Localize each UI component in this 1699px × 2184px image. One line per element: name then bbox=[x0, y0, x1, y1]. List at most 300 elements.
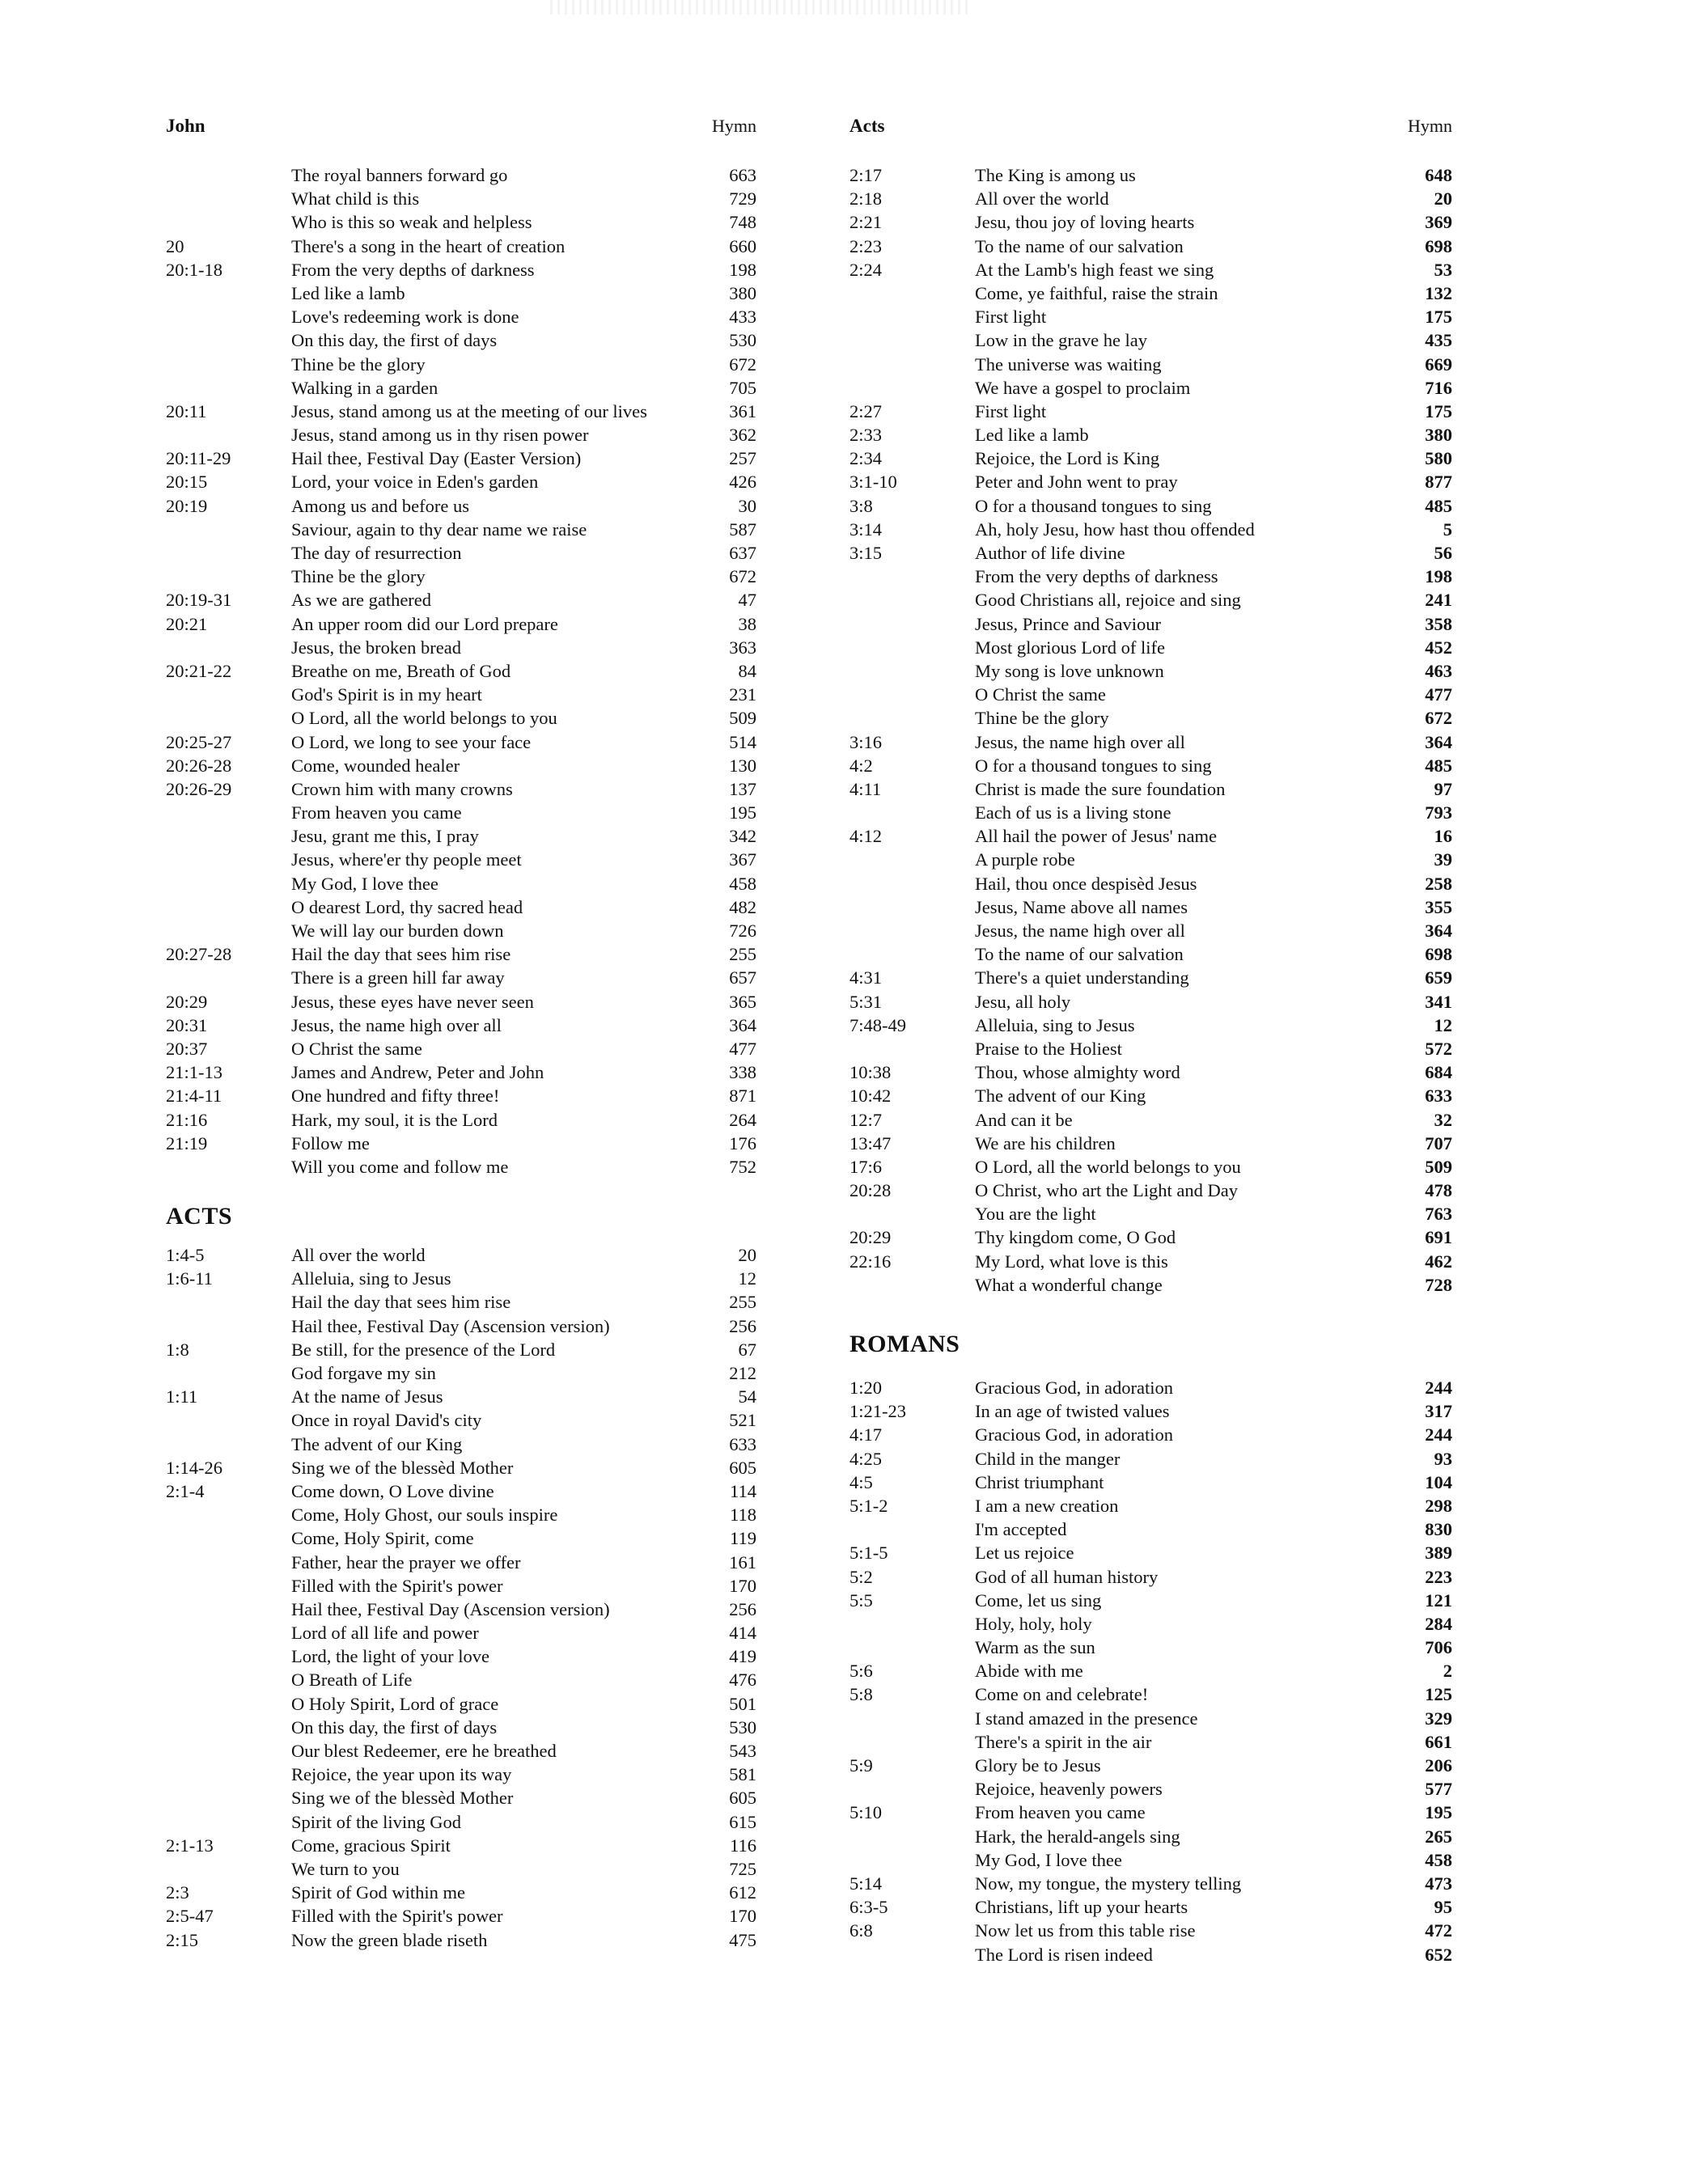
scripture-reference: 5:6 bbox=[850, 1661, 873, 1682]
hymn-number: 125 bbox=[1425, 1684, 1452, 1705]
hymn-number: 698 bbox=[1425, 944, 1452, 965]
hymn-number: 509 bbox=[1425, 1156, 1452, 1177]
hymn-number: 20 bbox=[738, 1245, 756, 1266]
hymn-title: O Christ the same bbox=[975, 684, 1106, 705]
hymn-title: Spirit of the living God bbox=[291, 1811, 461, 1832]
scripture-reference: 4:31 bbox=[850, 967, 883, 988]
hymn-title: Now let us from this table rise bbox=[975, 1920, 1196, 1941]
index-entry bbox=[850, 1084, 1452, 1107]
index-entry bbox=[850, 1919, 1452, 1942]
scripture-reference: 4:12 bbox=[850, 826, 883, 847]
hymn-number: 514 bbox=[729, 731, 756, 752]
index-entry bbox=[166, 659, 781, 683]
hymn-number: 342 bbox=[729, 826, 756, 847]
scripture-reference: 12:7 bbox=[850, 1109, 883, 1130]
hymn-number: 256 bbox=[729, 1598, 756, 1619]
right-index-rows bbox=[850, 163, 1452, 1966]
hymn-number: 605 bbox=[729, 1788, 756, 1809]
hymn-number: 317 bbox=[1425, 1401, 1452, 1422]
hymn-number: 206 bbox=[1425, 1755, 1452, 1776]
scripture-reference: 20:26-28 bbox=[166, 755, 232, 776]
hymn-number: 580 bbox=[1425, 448, 1452, 469]
hymn-number: 176 bbox=[729, 1132, 756, 1153]
hymn-number: 477 bbox=[729, 1038, 756, 1059]
index-entry bbox=[850, 1754, 1452, 1777]
index-entry bbox=[166, 305, 781, 328]
hymn-number: 195 bbox=[1425, 1802, 1452, 1823]
index-entry bbox=[850, 612, 1452, 636]
hymn-title: Jesu, grant me this, I pray bbox=[291, 826, 479, 847]
index-entry bbox=[166, 942, 781, 966]
scripture-reference: 2:23 bbox=[850, 235, 883, 256]
hymn-number: 67 bbox=[738, 1339, 756, 1360]
hymn-title: Alleluia, sing to Jesus bbox=[291, 1268, 451, 1289]
hymn-title: Rejoice, the year upon its way bbox=[291, 1764, 512, 1785]
index-entry bbox=[166, 1037, 781, 1060]
index-entry bbox=[850, 518, 1452, 541]
hymn-title: Come, Holy Spirit, come bbox=[291, 1528, 474, 1549]
index-entry bbox=[850, 919, 1452, 942]
hymn-number: 485 bbox=[1425, 755, 1452, 776]
index-entry bbox=[166, 447, 781, 470]
index-entry bbox=[850, 942, 1452, 966]
hymn-number: 728 bbox=[1425, 1274, 1452, 1295]
hymn-number: 256 bbox=[729, 1315, 756, 1336]
index-entry bbox=[850, 400, 1452, 423]
hymn-number: 365 bbox=[729, 991, 756, 1012]
hymn-number: 361 bbox=[729, 400, 756, 421]
hymn-number: 458 bbox=[1425, 1849, 1452, 1870]
index-entry bbox=[166, 494, 781, 518]
hymn-number: 705 bbox=[729, 377, 756, 398]
hymn-number: 726 bbox=[729, 921, 756, 941]
scripture-reference: 2:21 bbox=[850, 212, 883, 233]
hymn-title: Abide with me bbox=[975, 1661, 1083, 1682]
hymn-title: My God, I love thee bbox=[975, 1849, 1122, 1870]
index-entry bbox=[166, 1385, 781, 1408]
hymn-title: Sing we of the blessèd Mother bbox=[291, 1788, 514, 1809]
hymn-number: 716 bbox=[1425, 377, 1452, 398]
hymn-title: Lord, the light of your love bbox=[291, 1646, 489, 1667]
index-entry bbox=[166, 1621, 781, 1644]
index-entry bbox=[850, 1108, 1452, 1132]
hymn-title: Thine be the glory bbox=[291, 353, 426, 375]
scripture-reference: 2:17 bbox=[850, 165, 883, 185]
scripture-reference: 7:48-49 bbox=[850, 1014, 906, 1035]
hymn-title: Peter and John went to pray bbox=[975, 472, 1178, 493]
scripture-reference: 10:38 bbox=[850, 1062, 892, 1083]
scripture-reference: 20:27-28 bbox=[166, 944, 232, 965]
index-entry bbox=[166, 1108, 781, 1132]
index-entry bbox=[850, 1872, 1452, 1895]
hymn-title: Thine be the glory bbox=[291, 566, 426, 587]
scripture-reference: 20:28 bbox=[850, 1180, 892, 1201]
hymn-number: 84 bbox=[738, 660, 756, 681]
hymn-title: The universe was waiting bbox=[975, 353, 1162, 375]
hymn-title: Warm as the sun bbox=[975, 1637, 1095, 1658]
right-column-header bbox=[850, 109, 1452, 154]
scripture-reference: 3:8 bbox=[850, 495, 873, 516]
hymn-title: Sing we of the blessèd Mother bbox=[291, 1457, 514, 1478]
hymn-title: Come, wounded healer bbox=[291, 755, 460, 776]
hymn-title: O Breath of Life bbox=[291, 1670, 413, 1691]
index-entry bbox=[166, 1014, 781, 1037]
hymn-title: A purple robe bbox=[975, 849, 1075, 870]
hymn-number: 707 bbox=[1425, 1132, 1452, 1153]
hymn-number: 426 bbox=[729, 472, 756, 493]
hymn-title: Who is this so weak and helpless bbox=[291, 212, 532, 233]
hymn-number: 95 bbox=[1434, 1897, 1452, 1918]
hymn-title: Ah, holy Jesu, how hast thou offended bbox=[975, 518, 1255, 540]
hymn-title: Hail thee, Festival Day (Easter Version) bbox=[291, 448, 582, 469]
hymn-title: O Christ, who art the Light and Day bbox=[975, 1180, 1238, 1201]
hymn-title: Thy kingdom come, O God bbox=[975, 1227, 1176, 1248]
hymn-number: 20 bbox=[1434, 188, 1452, 210]
hymn-title: Low in the grave he lay bbox=[975, 330, 1148, 351]
scripture-reference: 2:15 bbox=[166, 1929, 199, 1950]
hymn-title: Thine be the glory bbox=[975, 708, 1109, 729]
index-entry bbox=[166, 1267, 781, 1290]
index-entry bbox=[850, 1517, 1452, 1541]
hymn-number: 241 bbox=[1425, 590, 1452, 611]
hymn-title: One hundred and fifty three! bbox=[291, 1086, 500, 1107]
hymn-number: 706 bbox=[1425, 1637, 1452, 1658]
index-entry bbox=[850, 1399, 1452, 1423]
index-entry bbox=[166, 1243, 781, 1267]
index-entry bbox=[166, 565, 781, 588]
hymn-number: 501 bbox=[729, 1693, 756, 1714]
hymn-title: Be still, for the presence of the Lord bbox=[291, 1339, 556, 1360]
hymn-number: 587 bbox=[729, 518, 756, 540]
hymn-title: Praise to the Holiest bbox=[975, 1038, 1122, 1059]
hymn-title: Led like a lamb bbox=[291, 282, 405, 303]
index-entry bbox=[850, 1777, 1452, 1801]
hymn-title: Filled with the Spirit's power bbox=[291, 1906, 503, 1927]
hymn-number: 691 bbox=[1425, 1227, 1452, 1248]
hymn-number: 355 bbox=[1425, 896, 1452, 917]
hymn-title: And can it be bbox=[975, 1109, 1073, 1130]
index-entry bbox=[166, 1598, 781, 1621]
index-entry bbox=[166, 919, 781, 942]
scripture-reference: 4:17 bbox=[850, 1424, 883, 1445]
running-head-book: Acts bbox=[850, 116, 885, 136]
hymn-title: O Lord, all the world belongs to you bbox=[975, 1156, 1241, 1177]
index-entry bbox=[850, 1801, 1452, 1824]
hymn-title: An upper room did our Lord prepare bbox=[291, 613, 558, 634]
hymn-title: What child is this bbox=[291, 188, 420, 210]
hymn-number: 53 bbox=[1434, 259, 1452, 280]
hymn-number: 12 bbox=[738, 1268, 756, 1289]
hymn-number: 752 bbox=[729, 1156, 756, 1177]
index-entry bbox=[166, 1786, 781, 1809]
hymn-title: Hark, my soul, it is the Lord bbox=[291, 1109, 498, 1130]
hymn-title: All hail the power of Jesus' name bbox=[975, 826, 1217, 847]
hymn-title: Spirit of God within me bbox=[291, 1882, 465, 1903]
hymn-title: Jesus, where'er thy people meet bbox=[291, 849, 522, 870]
hymn-title: From the very depths of darkness bbox=[291, 259, 535, 280]
index-entry bbox=[166, 210, 781, 234]
hymn-number: 793 bbox=[1425, 802, 1452, 823]
index-entry bbox=[850, 588, 1452, 612]
running-head-hymn: Hymn bbox=[712, 116, 756, 136]
hymn-number: 871 bbox=[729, 1086, 756, 1107]
hymn-title: Jesu, all holy bbox=[975, 991, 1071, 1012]
hymn-number: 612 bbox=[729, 1882, 756, 1903]
index-entry bbox=[850, 777, 1452, 801]
hymn-number: 231 bbox=[729, 684, 756, 705]
index-entry bbox=[166, 777, 781, 801]
hymn-title: Hail thee, Festival Day (Ascension version) bbox=[291, 1598, 610, 1619]
scripture-reference: 1:20 bbox=[850, 1378, 883, 1398]
hymn-number: 729 bbox=[729, 188, 756, 210]
scripture-reference: 5:14 bbox=[850, 1873, 883, 1894]
hymn-title: We are his children bbox=[975, 1132, 1116, 1153]
hymn-number: 195 bbox=[729, 802, 756, 823]
hymn-number: 615 bbox=[729, 1811, 756, 1832]
hymn-number: 56 bbox=[1434, 543, 1452, 563]
scripture-reference: 6:3-5 bbox=[850, 1897, 888, 1918]
hymn-number: 284 bbox=[1425, 1613, 1452, 1634]
index-entry bbox=[166, 1503, 781, 1526]
scripture-reference: 2:34 bbox=[850, 448, 883, 469]
index-entry bbox=[166, 1881, 781, 1904]
hymn-title: All over the world bbox=[291, 1245, 426, 1266]
scripture-reference: 20:29 bbox=[166, 991, 208, 1012]
index-entry bbox=[166, 1644, 781, 1668]
hymn-title: There's a spirit in the air bbox=[975, 1731, 1152, 1752]
hymn-title: Jesus, stand among us at the meeting of our lives bbox=[291, 400, 647, 421]
scripture-reference: 2:3 bbox=[166, 1882, 189, 1903]
hymn-title: The King is among us bbox=[975, 165, 1136, 185]
hymn-title: At the name of Jesus bbox=[291, 1386, 443, 1407]
index-entry bbox=[166, 966, 781, 989]
scripture-reference: 20:15 bbox=[166, 472, 208, 493]
scripture-reference: 20:25-27 bbox=[166, 731, 232, 752]
index-entry bbox=[166, 636, 781, 659]
index-entry bbox=[850, 1943, 1452, 1966]
scripture-reference: 3:14 bbox=[850, 518, 883, 540]
hymn-title: Christ is made the sure foundation bbox=[975, 778, 1226, 799]
hymn-title: Jesus, stand among us in thy risen power bbox=[291, 425, 589, 446]
index-entry bbox=[850, 281, 1452, 305]
hymn-number: 367 bbox=[729, 849, 756, 870]
hymn-title: Christians, lift up your hearts bbox=[975, 1897, 1188, 1918]
index-entry bbox=[850, 966, 1452, 989]
index-entry bbox=[850, 494, 1452, 518]
scripture-reference: 17:6 bbox=[850, 1156, 883, 1177]
hymn-number: 698 bbox=[1425, 235, 1452, 256]
scripture-reference: 20:19-31 bbox=[166, 590, 232, 611]
hymn-number: 97 bbox=[1434, 778, 1452, 799]
hymn-title: Jesus, these eyes have never seen bbox=[291, 991, 534, 1012]
index-entry bbox=[166, 1904, 781, 1928]
index-entry bbox=[166, 400, 781, 423]
hymn-title: Filled with the Spirit's power bbox=[291, 1575, 503, 1596]
index-entry bbox=[166, 1433, 781, 1456]
hymn-title: Father, hear the prayer we offer bbox=[291, 1551, 521, 1572]
hymn-number: 605 bbox=[729, 1457, 756, 1478]
scripture-reference: 4:2 bbox=[850, 755, 873, 776]
hymn-number: 877 bbox=[1425, 472, 1452, 493]
hymn-number: 433 bbox=[729, 307, 756, 328]
index-entry bbox=[166, 328, 781, 352]
hymn-number: 652 bbox=[1425, 1944, 1452, 1965]
scripture-reference: 20:1-18 bbox=[166, 259, 222, 280]
index-entry bbox=[166, 1132, 781, 1155]
hymn-number: 414 bbox=[729, 1623, 756, 1644]
hymn-title: Rejoice, heavenly powers bbox=[975, 1779, 1163, 1800]
hymn-title: I stand amazed in the presence bbox=[975, 1708, 1198, 1729]
hymn-title: Come, gracious Spirit bbox=[291, 1835, 451, 1856]
hymn-number: 16 bbox=[1434, 826, 1452, 847]
hymn-title: Jesu, thou joy of loving hearts bbox=[975, 212, 1195, 233]
index-entry bbox=[166, 353, 781, 376]
hymn-title: The advent of our King bbox=[291, 1433, 463, 1454]
hymn-title: Love's redeeming work is done bbox=[291, 307, 519, 328]
hymn-title: I'm accepted bbox=[975, 1519, 1067, 1540]
hymn-number: 530 bbox=[729, 1716, 756, 1737]
index-entry bbox=[850, 1250, 1452, 1273]
index-entry bbox=[850, 423, 1452, 447]
hymn-title: O for a thousand tongues to sing bbox=[975, 495, 1212, 516]
hymn-title: Hail, thou once despisèd Jesus bbox=[975, 873, 1197, 894]
hymn-number: 452 bbox=[1425, 637, 1452, 658]
index-entry bbox=[166, 470, 781, 493]
scripture-reference: 5:10 bbox=[850, 1802, 883, 1823]
scripture-reference: 20:21 bbox=[166, 613, 208, 634]
hymn-number: 121 bbox=[1425, 1589, 1452, 1610]
index-entry bbox=[850, 990, 1452, 1014]
hymn-title: What a wonderful change bbox=[975, 1274, 1163, 1295]
hymn-number: 5 bbox=[1443, 518, 1452, 540]
hymn-number: 684 bbox=[1425, 1062, 1452, 1083]
hymn-number: 633 bbox=[729, 1433, 756, 1454]
scripture-reference: 1:14-26 bbox=[166, 1457, 222, 1478]
scripture-reference: 20:29 bbox=[850, 1227, 892, 1248]
scripture-reference: 21:19 bbox=[166, 1132, 208, 1153]
hymn-title: There's a quiet understanding bbox=[975, 967, 1189, 988]
left-column bbox=[166, 109, 781, 1952]
hymn-number: 364 bbox=[1425, 921, 1452, 941]
hymn-title: Walking in a garden bbox=[291, 377, 439, 398]
index-entry bbox=[166, 895, 781, 919]
hymn-number: 198 bbox=[729, 259, 756, 280]
hymn-number: 161 bbox=[729, 1551, 756, 1572]
hymn-number: 485 bbox=[1425, 495, 1452, 516]
hymn-title: Saviour, again to thy dear name we raise bbox=[291, 518, 587, 540]
index-entry bbox=[166, 1338, 781, 1361]
hymn-title: From the very depths of darkness bbox=[975, 566, 1218, 587]
index-entry bbox=[850, 1060, 1452, 1084]
hymn-title: Breathe on me, Breath of God bbox=[291, 660, 511, 681]
hymn-title: Hail thee, Festival Day (Ascension version) bbox=[291, 1315, 610, 1336]
hymn-number: 12 bbox=[1434, 1014, 1452, 1035]
hymn-number: 463 bbox=[1425, 660, 1452, 681]
hymn-number: 329 bbox=[1425, 1708, 1452, 1729]
hymn-number: 581 bbox=[729, 1764, 756, 1785]
scripture-reference: 21:16 bbox=[166, 1109, 208, 1130]
hymn-title: Lord of all life and power bbox=[291, 1623, 479, 1644]
scripture-reference: 1:6-11 bbox=[166, 1268, 213, 1289]
hymn-number: 362 bbox=[729, 425, 756, 446]
hymn-title: On this day, the first of days bbox=[291, 330, 498, 351]
index-entry bbox=[166, 706, 781, 730]
index-entry bbox=[850, 801, 1452, 824]
scripture-reference: 2:18 bbox=[850, 188, 883, 210]
hymn-number: 258 bbox=[1425, 873, 1452, 894]
hymn-title: Come down, O Love divine bbox=[291, 1480, 494, 1501]
hymn-title: O Lord, we long to see your face bbox=[291, 731, 532, 752]
scripture-reference: 20:21-22 bbox=[166, 660, 232, 681]
index-entry bbox=[850, 1273, 1452, 1297]
hymn-number: 389 bbox=[1425, 1543, 1452, 1564]
hymn-title: Lord, your voice in Eden's garden bbox=[291, 472, 539, 493]
hymn-number: 577 bbox=[1425, 1779, 1452, 1800]
index-entry bbox=[850, 1155, 1452, 1179]
hymn-number: 298 bbox=[1425, 1495, 1452, 1516]
hymn-number: 38 bbox=[738, 613, 756, 634]
hymn-number: 482 bbox=[729, 896, 756, 917]
index-entry bbox=[850, 706, 1452, 730]
index-entry bbox=[850, 163, 1452, 187]
index-entry bbox=[850, 210, 1452, 234]
hymn-title: The royal banners forward go bbox=[291, 165, 508, 185]
hymn-number: 477 bbox=[1425, 684, 1452, 705]
hymn-title: O Christ the same bbox=[291, 1038, 422, 1059]
index-entry bbox=[850, 1423, 1452, 1446]
scripture-reference: 2:1-4 bbox=[166, 1480, 205, 1501]
hymn-title: All over the world bbox=[975, 188, 1109, 210]
index-entry bbox=[850, 1037, 1452, 1060]
scripture-reference: 10:42 bbox=[850, 1086, 892, 1107]
hymn-title: Hail the day that sees him rise bbox=[291, 1292, 511, 1313]
hymn-title: My song is love unknown bbox=[975, 660, 1164, 681]
index-entry bbox=[850, 1541, 1452, 1564]
hymn-title: Thou, whose almighty word bbox=[975, 1062, 1180, 1083]
scripture-reference: 13:47 bbox=[850, 1132, 892, 1153]
hymn-title: Now, my tongue, the mystery telling bbox=[975, 1873, 1242, 1894]
scripture-reference: 22:16 bbox=[850, 1251, 892, 1272]
hymn-title: Hail the day that sees him rise bbox=[291, 944, 511, 965]
hymn-title: Hark, the herald-angels sing bbox=[975, 1826, 1180, 1847]
section-heading: ROMANS bbox=[850, 1331, 960, 1357]
hymn-title: My God, I love thee bbox=[291, 873, 439, 894]
index-entry bbox=[166, 281, 781, 305]
index-entry bbox=[166, 1290, 781, 1314]
index-entry bbox=[850, 376, 1452, 400]
index-entry bbox=[166, 1155, 781, 1179]
index-entry bbox=[166, 612, 781, 636]
hymn-number: 763 bbox=[1425, 1204, 1452, 1225]
hymn-number: 637 bbox=[729, 543, 756, 563]
hymn-title: Good Christians all, rejoice and sing bbox=[975, 590, 1241, 611]
index-entry bbox=[166, 163, 781, 187]
index-entry bbox=[166, 990, 781, 1014]
index-entry bbox=[850, 1636, 1452, 1659]
scripture-reference: 5:1-2 bbox=[850, 1495, 888, 1516]
scripture-reference: 2:1-13 bbox=[166, 1835, 214, 1856]
section-heading: ACTS bbox=[166, 1203, 233, 1230]
hymn-number: 2 bbox=[1443, 1661, 1452, 1682]
index-entry bbox=[166, 1574, 781, 1598]
hymn-title: From heaven you came bbox=[291, 802, 462, 823]
hymn-number: 530 bbox=[729, 330, 756, 351]
hymn-title: Child in the manger bbox=[975, 1448, 1121, 1469]
index-entry bbox=[166, 1551, 781, 1574]
scripture-reference: 5:2 bbox=[850, 1566, 873, 1587]
index-entry bbox=[850, 848, 1452, 871]
index-entry bbox=[850, 187, 1452, 210]
